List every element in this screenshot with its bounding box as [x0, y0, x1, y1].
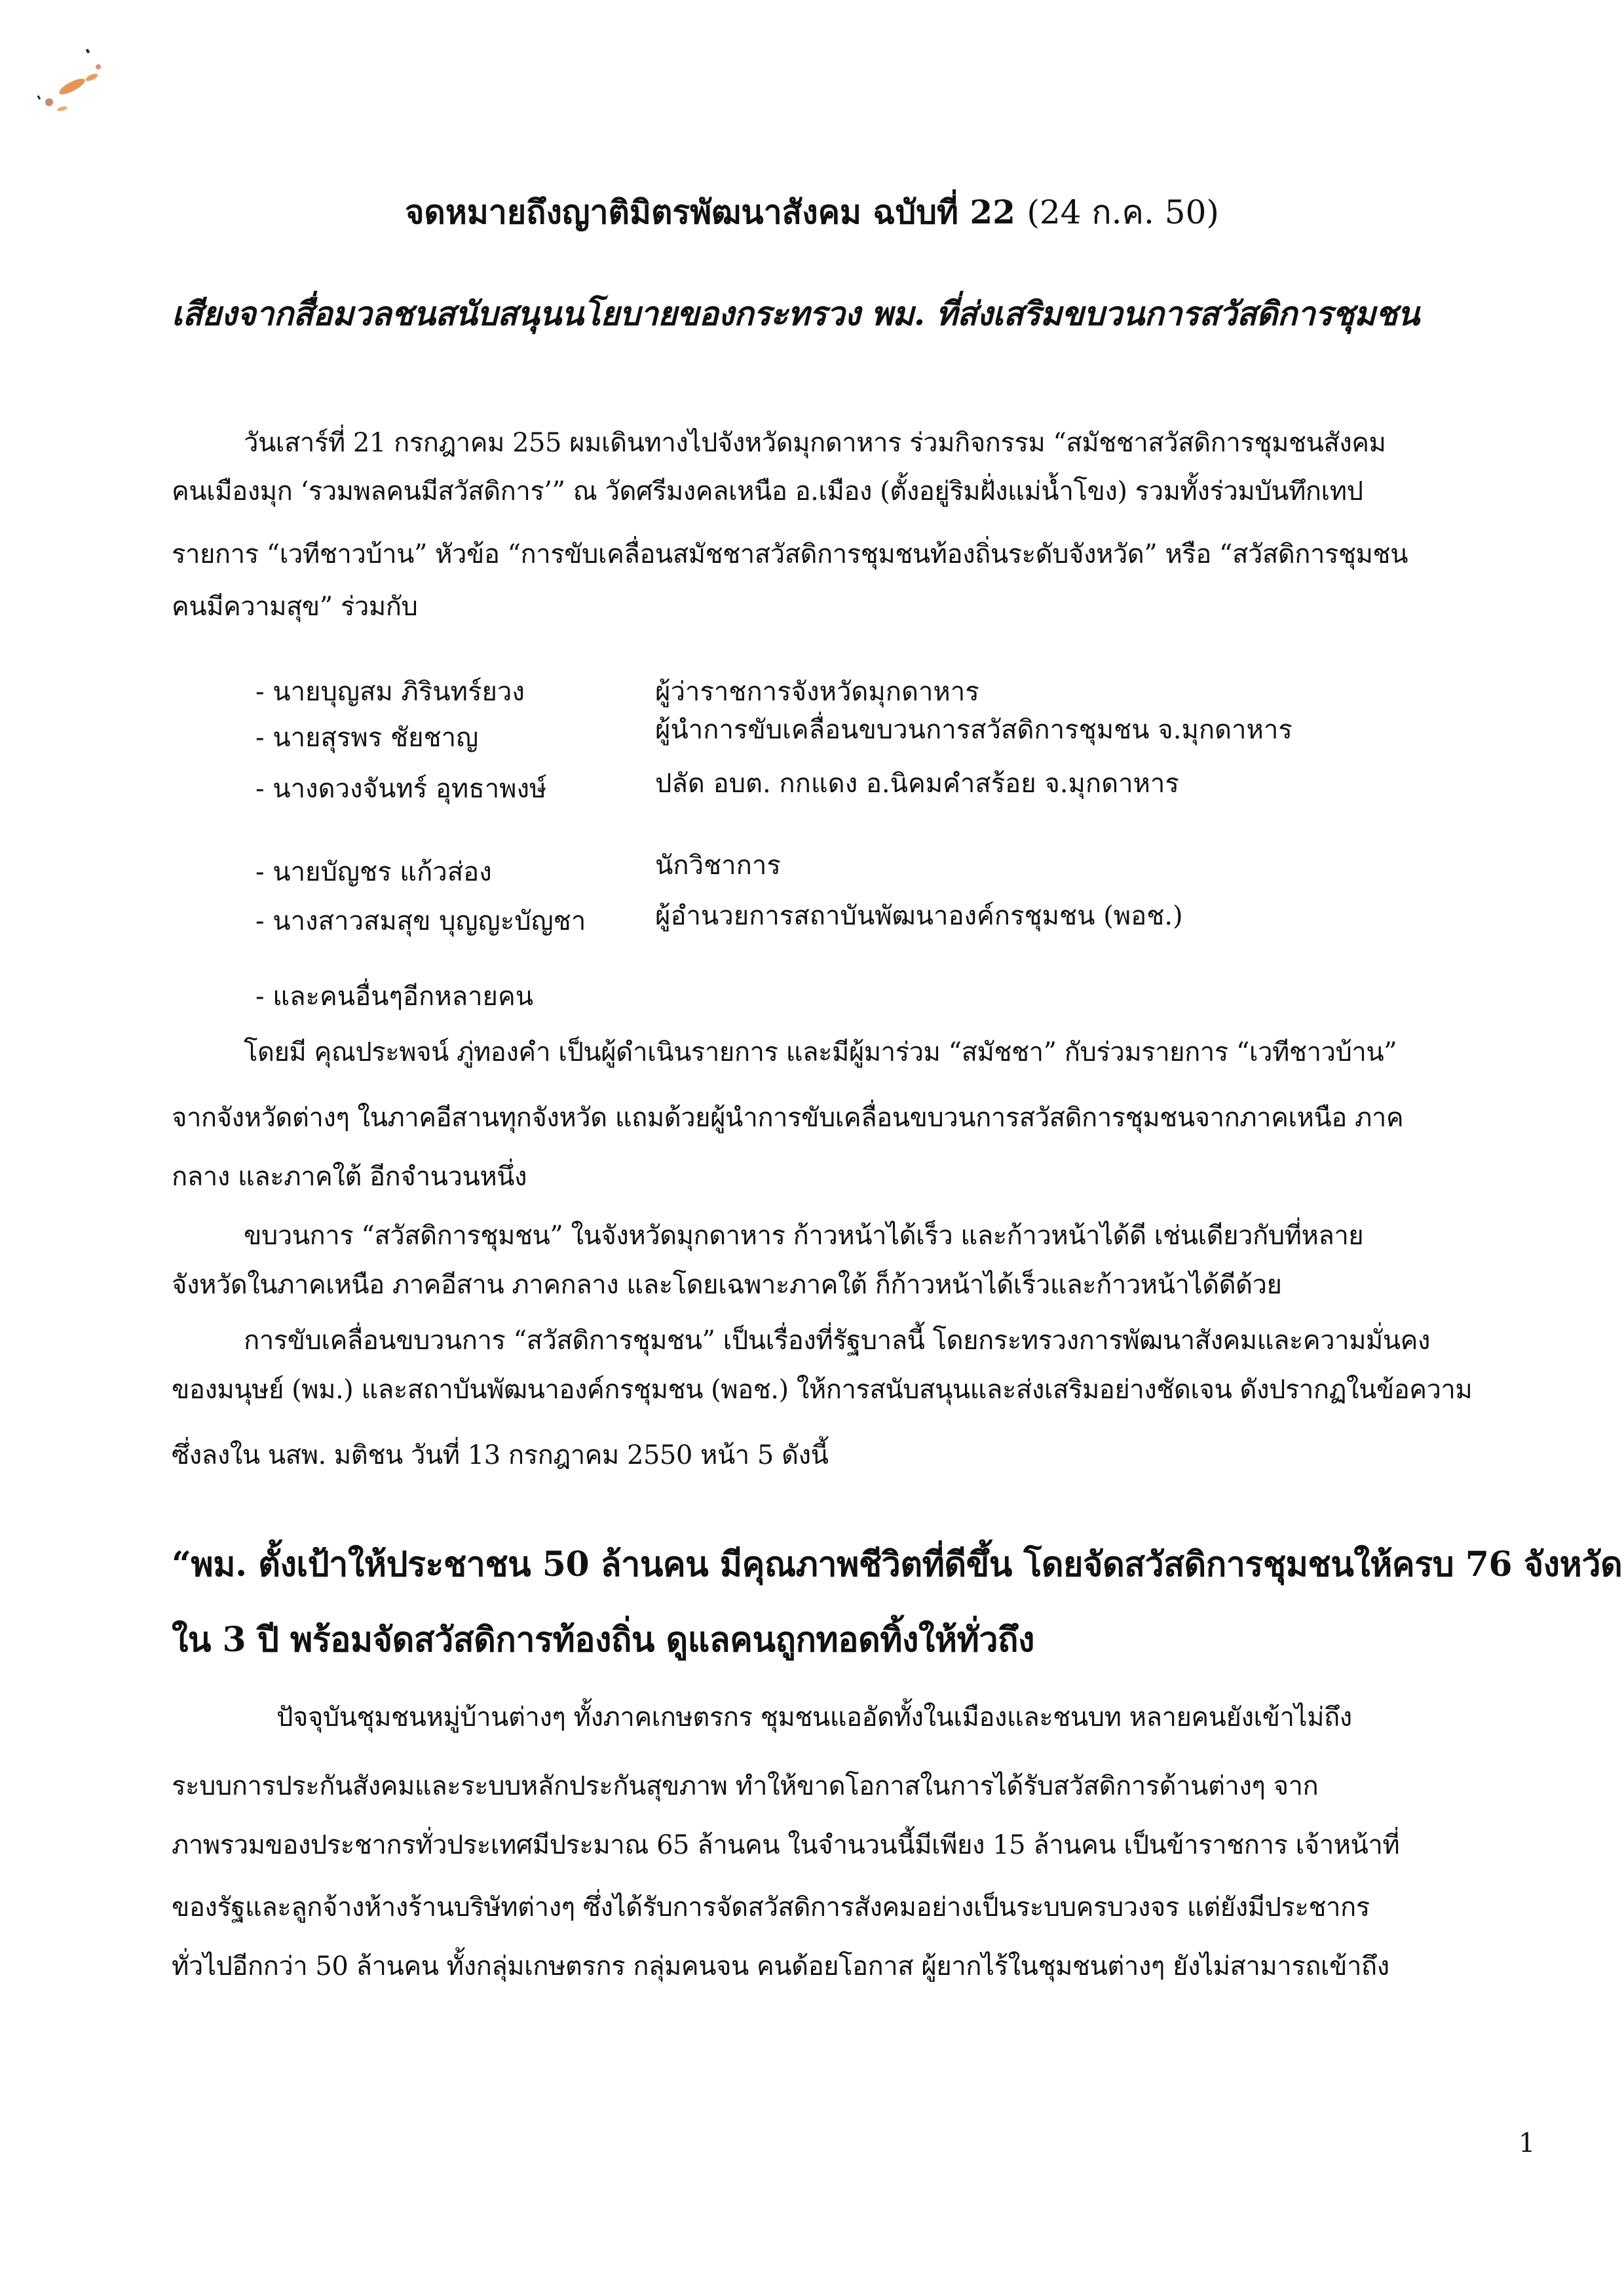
- participant-name: - นายบุญสม ภิรินทร์ยวง: [255, 677, 525, 707]
- participant-role: ผู้ว่าราชการจังหวัดมุกดาหาร: [655, 677, 979, 707]
- paragraph-line: จังหวัดในภาคเหนือ ภาคอีสาน ภาคกลาง และโดยเฉพาะภาคใต้ ก็ก้าวหน้าได้เร็วและก้าวหน้าได้ดีด้วย: [172, 1270, 1282, 1300]
- paragraph-line: รายการ “เวทีชาวบ้าน” หัวข้อ “การขับเคลื่อนสมัชชาสวัสดิการชุมชนท้องถิ่นระดับจังหวัด” หรือ “สวัสดิการชุมชน: [172, 539, 1408, 569]
- letter-subtitle: เสียงจากสื่อมวลชนสนับสนุนนโยบายของกระทรวง พม. ที่ส่งเสริมขบวนการสวัสดิการชุมชน: [172, 294, 1420, 333]
- paragraph-line: จากจังหวัดต่างๆ ในภาคอีสานทุกจังหวัด แถมด้วยผู้นำการขับเคลื่อนขบวนการสวัสดิการชุมชนจากภาคเหนือ ภาค: [172, 1103, 1404, 1133]
- participant-name: - และคนอื่นๆอีกหลายคน: [255, 982, 534, 1012]
- paragraph-line: ระบบการประกันสังคมและระบบหลักประกันสุขภาพ ทำให้ขาดโอกาสในการได้รับสวัสดิการด้านต่างๆ จาก: [172, 1771, 1319, 1801]
- participant-role: นักวิชาการ: [655, 851, 781, 881]
- letter-title-date: (24 ก.ค. 50): [1027, 193, 1219, 231]
- participant-name: - นายสุรพร ชัยชาญ: [255, 723, 479, 753]
- participant-role: ผู้อำนวยการสถาบันพัฒนาองค์กรชุมชน (พอช.): [655, 901, 1183, 931]
- paragraph-line: คนมีความสุข” ร่วมกับ: [172, 592, 418, 622]
- paragraph-line: ภาพรวมของประชากรทั่วประเทศมีประมาณ 65 ล้านคน ในจำนวนนี้มีเพียง 15 ล้านคน เป็นข้าราชการ เจ้าหน้าที่: [172, 1830, 1400, 1860]
- paragraph-line: ของมนุษย์ (พม.) และสถาบันพัฒนาองค์กรชุมชน (พอช.) ให้การสนับสนุนและส่งเสริมอย่างชัดเจน ดังปรากฏในข้อความ: [172, 1375, 1473, 1405]
- ink-smudge-mark: [26, 46, 131, 124]
- participant-name: - นางดวงจันทร์ อุทธาพงษ์: [255, 774, 547, 804]
- paragraph-line: ของรัฐและลูกจ้างห้างร้านบริษัทต่างๆ ซึ่งได้รับการจัดสวัสดิการสังคมอย่างเป็นระบบครบวงจร แต่ยังมีประชากร: [172, 1892, 1370, 1923]
- paragraph-line: ปัจจุบันชุมชนหมู่บ้านต่างๆ ทั้งภาคเกษตรกร ชุมชนแออัดทั้งในเมืองและชนบท หลายคนยังเข้าไม่ถึง: [276, 1702, 1352, 1732]
- paragraph-line: การขับเคลื่อนขบวนการ “สวัสดิการชุมชน” เป็นเรื่องที่รัฐบาลนี้ โดยกระทรวงการพัฒนาสังคมและความมั่นคง: [244, 1326, 1430, 1356]
- quoted-headline-line: ใน 3 ปี พร้อมจัดสวัสดิการท้องถิ่น ดูแลคนถูกทอดทิ้งให้ทั่วถึง: [172, 1620, 1034, 1660]
- paragraph-line: โดยมี คุณประพจน์ ภู่ทองคำ เป็นผู้ดำเนินรายการ และมีผู้มาร่วม “สมัชชา” กับร่วมรายการ “เวทีชาวบ้าน”: [244, 1037, 1397, 1067]
- paragraph-line: ทั่วไปอีกกว่า 50 ล้านคน ทั้งกลุ่มเกษตรกร กลุ่มคนจน คนด้อยโอกาส ผู้ยากไร้ในชุมชนต่างๆ ยังไม่สามารถเข้าถึง: [172, 1951, 1389, 1981]
- page-number: 1: [1519, 2128, 1536, 2158]
- paragraph-line: คนเมืองมุก ‘รวมพลคนมีสวัสดิการ’” ณ วัดศรีมงคลเหนือ อ.เมือง (ตั้งอยู่ริมฝั่งแม่น้ำโขง) รวมทั้งร่วมบันทึกเทป: [172, 476, 1363, 507]
- letter-title: [0, 187, 1624, 239]
- quoted-headline-line: “พม. ตั้งเป้าให้ประชาชน 50 ล้านคน มีคุณภาพชีวิตที่ดีขึ้น โดยจัดสวัสดิการชุมชนให้ครบ 76 จังหวัด: [172, 1544, 1623, 1584]
- participant-name: - นายบัญชร แก้วส่อง: [255, 857, 492, 887]
- participant-role: ผู้นำการขับเคลื่อนขบวนการสวัสดิการชุมชน จ.มุกดาหาร: [655, 715, 1293, 745]
- paragraph-line: วันเสาร์ที่ 21 กรกฎาคม 255 ผมเดินทางไปจังหวัดมุกดาหาร ร่วมกิจกรรม “สมัชชาสวัสดิการชุมชนสังคม: [244, 428, 1386, 458]
- paragraph-line: กลาง และภาคใต้ อีกจำนวนหนึ่ง: [172, 1162, 527, 1192]
- participant-role: ปลัด อบต. กกแดง อ.นิคมคำสร้อย จ.มุกดาหาร: [655, 769, 1179, 799]
- paragraph-line: ซึ่งลงใน นสพ. มติชน วันที่ 13 กรกฎาคม 2550 หน้า 5 ดังนี้: [172, 1440, 829, 1470]
- paragraph-line: ขบวนการ “สวัสดิการชุมชน” ในจังหวัดมุกดาหาร ก้าวหน้าได้เร็ว และก้าวหน้าได้ดี เช่นเดียวกับที่หลาย: [244, 1221, 1364, 1251]
- letter-title-text: จดหมายถึงญาติมิตรพัฒนาสังคม ฉบับที่ 22: [405, 193, 1015, 231]
- participant-name: - นางสาวสมสุข บุญญะบัญชา: [255, 906, 586, 936]
